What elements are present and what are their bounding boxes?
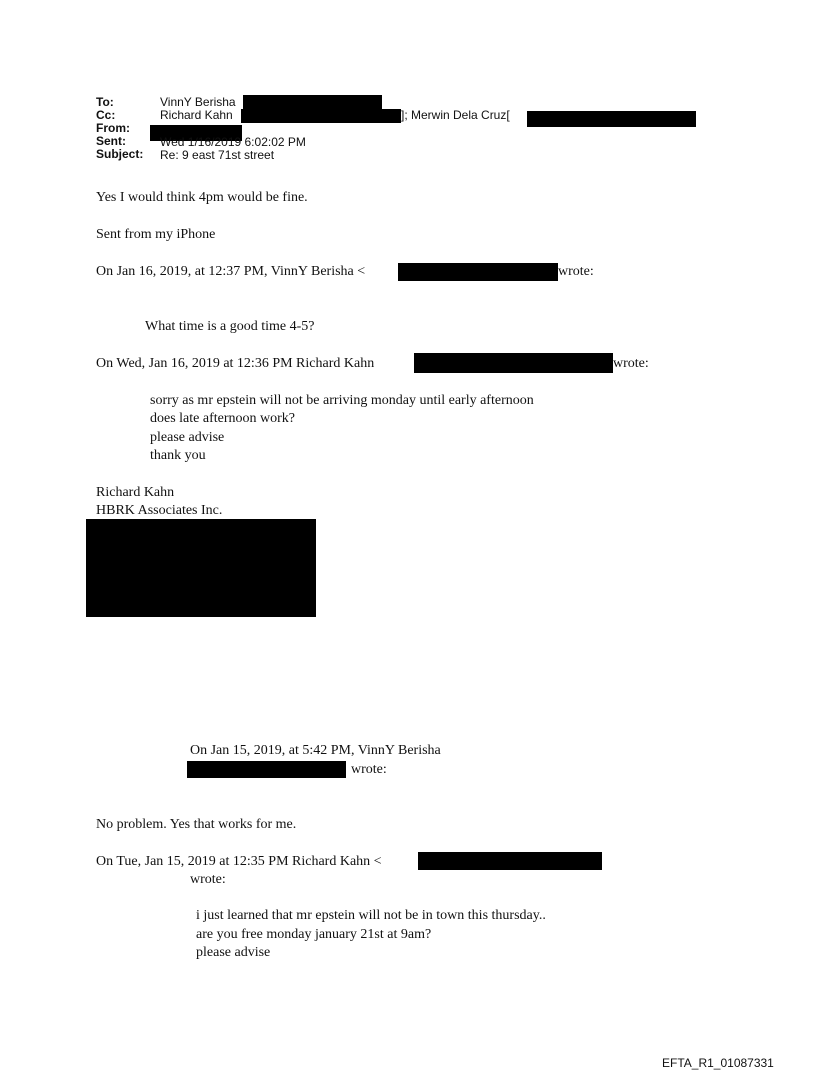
quote4-line: are you free monday january 21st at 9am? [196, 927, 432, 942]
from-label: From: [96, 121, 130, 135]
quote4-line: please advise [196, 945, 271, 960]
quote2-wrote: wrote: [613, 356, 649, 371]
redaction-quote1-email [398, 263, 558, 281]
quote4-wrote: wrote: [190, 872, 226, 887]
subject-label: Subject: [96, 147, 144, 161]
redaction-cc-second-email [527, 111, 696, 127]
quote2-line: thank you [150, 448, 206, 463]
sent-from-iphone: Sent from my iPhone [96, 227, 216, 242]
to-label: To: [96, 95, 114, 109]
quote2-line: sorry as mr epstein will not be arriving monday until early afternoon [150, 393, 534, 408]
quote1-header: On Jan 16, 2019, at 12:37 PM, VinnY Berisha < [96, 264, 366, 279]
reply-text: Yes I would think 4pm would be fine. [96, 190, 308, 205]
cc-additional: ]; Merwin Dela Cruz[ [401, 108, 510, 122]
cc-value: Richard Kahn [160, 108, 233, 122]
sent-value: Wed 1/16/2019 6:02:02 PM [160, 135, 306, 149]
quote4-header-line1: On Tue, Jan 15, 2019 at 12:35 PM Richard Kahn < [96, 854, 382, 869]
quote2-header: On Wed, Jan 16, 2019 at 12:36 PM Richard Kahn [96, 356, 375, 371]
signature-company: HBRK Associates Inc. [96, 503, 223, 518]
subject-value: Re: 9 east 71st street [160, 148, 275, 162]
signature-name: Richard Kahn [96, 485, 175, 500]
quote1-wrote: wrote: [558, 264, 594, 279]
to-value: VinnY Berisha [160, 95, 236, 109]
quote3-wrote: wrote: [351, 762, 387, 777]
quote3-header-line1: On Jan 15, 2019, at 5:42 PM, VinnY Berisha [190, 743, 441, 758]
redaction-quote4-email [418, 852, 602, 870]
cc-label: Cc: [96, 108, 116, 122]
redaction-quote2-email [414, 353, 613, 373]
sent-label: Sent: [96, 134, 126, 148]
quote1-text: What time is a good time 4-5? [145, 319, 315, 334]
quote3-text: No problem. Yes that works for me. [96, 817, 297, 832]
quote2-line: does late afternoon work? [150, 411, 295, 426]
redaction-signature-block [86, 519, 316, 617]
document-id: EFTA_R1_01087331 [662, 1056, 774, 1070]
redaction-to-email [243, 95, 382, 109]
redaction-cc-email [241, 109, 401, 123]
redaction-quote3-email [187, 761, 346, 778]
quote4-line: i just learned that mr epstein will not be in town this thursday.. [196, 908, 546, 923]
quote2-line: please advise [150, 430, 225, 445]
